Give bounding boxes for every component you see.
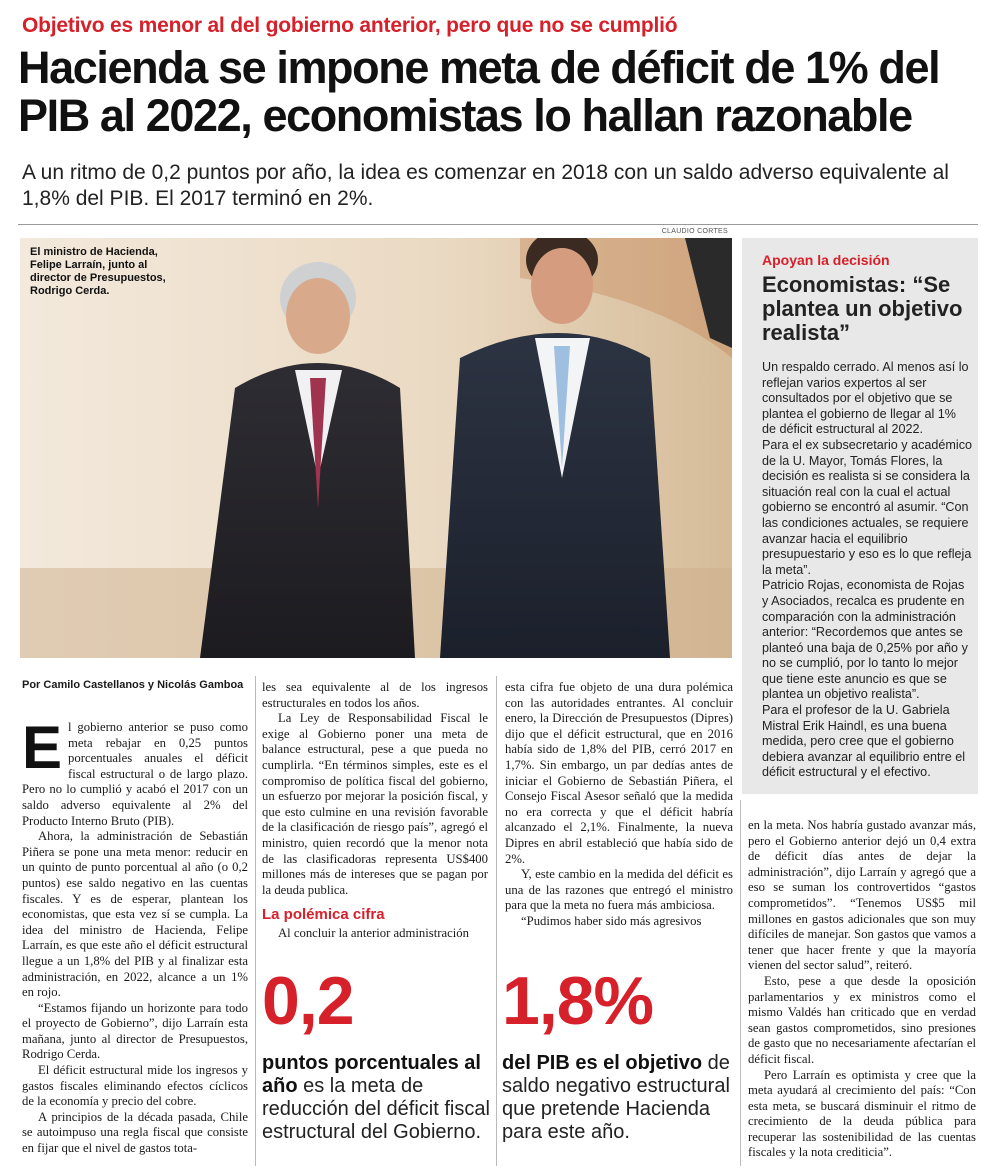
sidebar-paragraph: Para el ex subsecretario y académico de la U. Mayor, Tomás Flores, la decisión es realista si se considera la situación real con la cual el actual gobierno se encontró al asumir. “Con las condiciones actuales, se requiere avanzar hacia el equilibrio presupuestario y eso es lo que refleja la meta”. bbox=[762, 437, 972, 577]
kicker: Objetivo es menor al del gobierno anterior, pero que no se cumplió bbox=[22, 14, 678, 37]
body-column-1 bbox=[22, 714, 248, 1157]
figure-value: 0,2 bbox=[262, 963, 354, 1039]
sidebar-text bbox=[762, 360, 972, 781]
dropcap: E bbox=[22, 714, 63, 781]
subhead: La polémica cifra bbox=[262, 906, 385, 923]
column-rule bbox=[496, 676, 497, 1166]
photo-caption: El ministro de Hacienda, Felipe Larraín, junto al director de Presupuestos, Rodrigo Cerda. bbox=[30, 246, 166, 297]
byline: Por Camilo Castellanos y Nicolás Gamboa bbox=[22, 679, 244, 691]
body-paragraph: Y, este cambio en la medida del déficit es una de las razones que entregó el ministro para que la meta no fuera más ambiciosa. bbox=[505, 867, 733, 913]
body-paragraph: Al concluir la anterior administración bbox=[278, 926, 469, 940]
body-paragraph: Pero Larraín es optimista y cree que la meta ayudará al crecimiento del país: “Con esta meta, se buscará disminuir el ritmo de crecimiento de la deuda pública para recuperar las sostenibilidad de las cuentas fiscales y la nota crediticia”. bbox=[748, 1067, 976, 1160]
body-paragraph: La Ley de Responsabilidad Fiscal le exige al Gobierno poner una meta de balance estructural, pese a que pueda no cumplirla. “En términos simples, este es el compromiso de política fiscal del gobierno, un esfuerzo por mejorar la posición fiscal, y que esto culmine en una revisión favorable de la clasificación de riesgo país”, agregó el ministro, quien recordó que la menor nota de las clasificadoras representa US$400 millones más de intereses que se pagan por la deuda publica. bbox=[262, 711, 488, 897]
figure-bold: del PIB es el objetivo bbox=[502, 1052, 703, 1074]
body-paragraph: “Estamos fijando un horizonte para todo el proyecto de Gobierno”, dijo Larraín esta mañana, junto al director de Presupuestos, Rodrigo Cerda. bbox=[22, 1000, 248, 1062]
body-paragraph: esta cifra fue objeto de una dura polémica con las autoridades entrantes. Al concluir enero, la Dirección de Presupuestos (Dipres) dijo que el déficit estructural, que en 2016 había sido de 1,8% del PIB, cerró 2017 en 1,7%. Sin embargo, un par dedías antes de iniciar el Gobierno de Sebastián Piñera, el Consejo Fiscal Asesor señaló que la medida no era correcta y que el déficit habría alcanzado el 2,1%. Finalmente, la nueva Dipres en abril estableció que había sido de 2%. bbox=[505, 680, 733, 866]
sidebar-kicker: Apoyan la decisión bbox=[762, 252, 890, 268]
body-paragraph: Esto, pese a que desde la oposición parlamentarios y ex ministros como el mismo Valdés han criticado que en verdad sean gastos comprometidos, sino presiones de gasto que no necesariamente afectarían el déficit fiscal. bbox=[748, 973, 976, 1066]
photo-illustration bbox=[20, 238, 732, 658]
body-paragraph: l gobierno anterior se puso como meta rebajar en 0,25 puntos porcentuales anuales el déficit fiscal estructural o de largo plazo. Pero no lo cumplió y acabó el 2017 con un saldo adverso equivalente al 2% del Producto Interno Bruto (PIB). bbox=[22, 720, 248, 828]
headline: Hacienda se impone meta de déficit de 1% del PIB al 2022, economistas lo hallan razonable bbox=[18, 42, 940, 141]
column-rule bbox=[255, 676, 256, 1166]
figure-text bbox=[262, 1052, 494, 1144]
body-column-3 bbox=[505, 680, 733, 930]
body-paragraph: les sea equivalente al de los ingresos estructurales en todos los años. bbox=[262, 680, 488, 710]
sidebar-paragraph: Patricio Rojas, economista de Rojas y Asociados, recalca es prudente en comparación con la administración anterior: “Recordemos que antes se planteó una baja de 0,25% por año y no se cumplió, por lo tanto lo mejor que tiene este anuncio es que se plantea un objetivo realista”. bbox=[762, 578, 968, 702]
body-column-2b bbox=[262, 926, 490, 942]
body-paragraph: El déficit estructural mide los ingresos y gastos fiscales eliminando efectos cíclicos de la economía y precio del cobre. bbox=[22, 1063, 248, 1109]
body-paragraph: “Pudimos haber sido más agresivos bbox=[521, 913, 702, 928]
sidebar-title: Economistas: “Se plantea un objetivo realista” bbox=[762, 272, 963, 345]
sidebar-paragraph: Para el profesor de la U. Gabriela Mistral Erik Haindl, es una buena medida, pero cree que el gobierno debiera avanzar al equilibrio entre el déficit estructural y el efectivo. bbox=[762, 703, 966, 780]
photo-credit: CLAUDIO CORTES bbox=[661, 228, 728, 235]
figure-desc: es la meta de reducción del déficit fiscal estructural del Gobierno. bbox=[262, 1075, 490, 1143]
body-paragraph: en la meta. Nos habría gustado avanzar más, pero el Gobierno anterior dejó un 0,4 extra de déficit días antes de dejar la administración”, dijo Larraín y agregó que a eso se suman los controvertidos “gastos comprometidos”. “Tenemos US$5 mil millones en gastos adicionales que son muy difíciles de manejar. Son gastos que vamos a tener que hacer frente y que la mayoría vienen del sector salud”, reiteró. bbox=[748, 818, 976, 973]
body-paragraph: A principios de la década pasada, Chile se autoimpuso una regla fiscal que consiste en fijar que el nivel de gastos tota- bbox=[22, 1109, 248, 1156]
deck: A un ritmo de 0,2 puntos por año, la idea es comenzar en 2018 con un saldo adverso equivalente al 1,8% del PIB. El 2017 terminó en 2%. bbox=[22, 161, 949, 210]
sidebar-paragraph: Un respaldo cerrado. Al menos así lo reflejan varios expertos al ser consultados por el objetivo que se plantea el gobierno de llegar al 1% de déficit estructural al 2022. bbox=[762, 360, 969, 437]
body-column-4 bbox=[748, 818, 976, 1161]
figure-text bbox=[502, 1052, 734, 1144]
photo bbox=[20, 238, 732, 658]
body-paragraph: Ahora, la administración de Sebastián Piñera se pone una meta menor: reducir en un quinto de punto porcentual al año (o 0,2 puntos) ese saldo negativo en las cuentas fiscales. Y es de esperar, plantean los economistas, que esta vez sí se cumpla. La idea del ministro de Hacienda, Felipe Larraín, es que este año el déficit estructural llegue a un 1,8% del PIB y al finalizar esta administración, en 2022, alcance a un 1% en rojo. bbox=[22, 829, 248, 1000]
figure-bold: puntos porcentuales al año bbox=[262, 1052, 481, 1097]
column-rule bbox=[740, 800, 741, 1166]
figure-value: 1,8% bbox=[502, 963, 653, 1039]
divider bbox=[18, 224, 978, 225]
body-column-2 bbox=[262, 680, 488, 898]
figure-desc: de saldo negativo estructural que pretende Hacienda para este año. bbox=[502, 1052, 730, 1143]
